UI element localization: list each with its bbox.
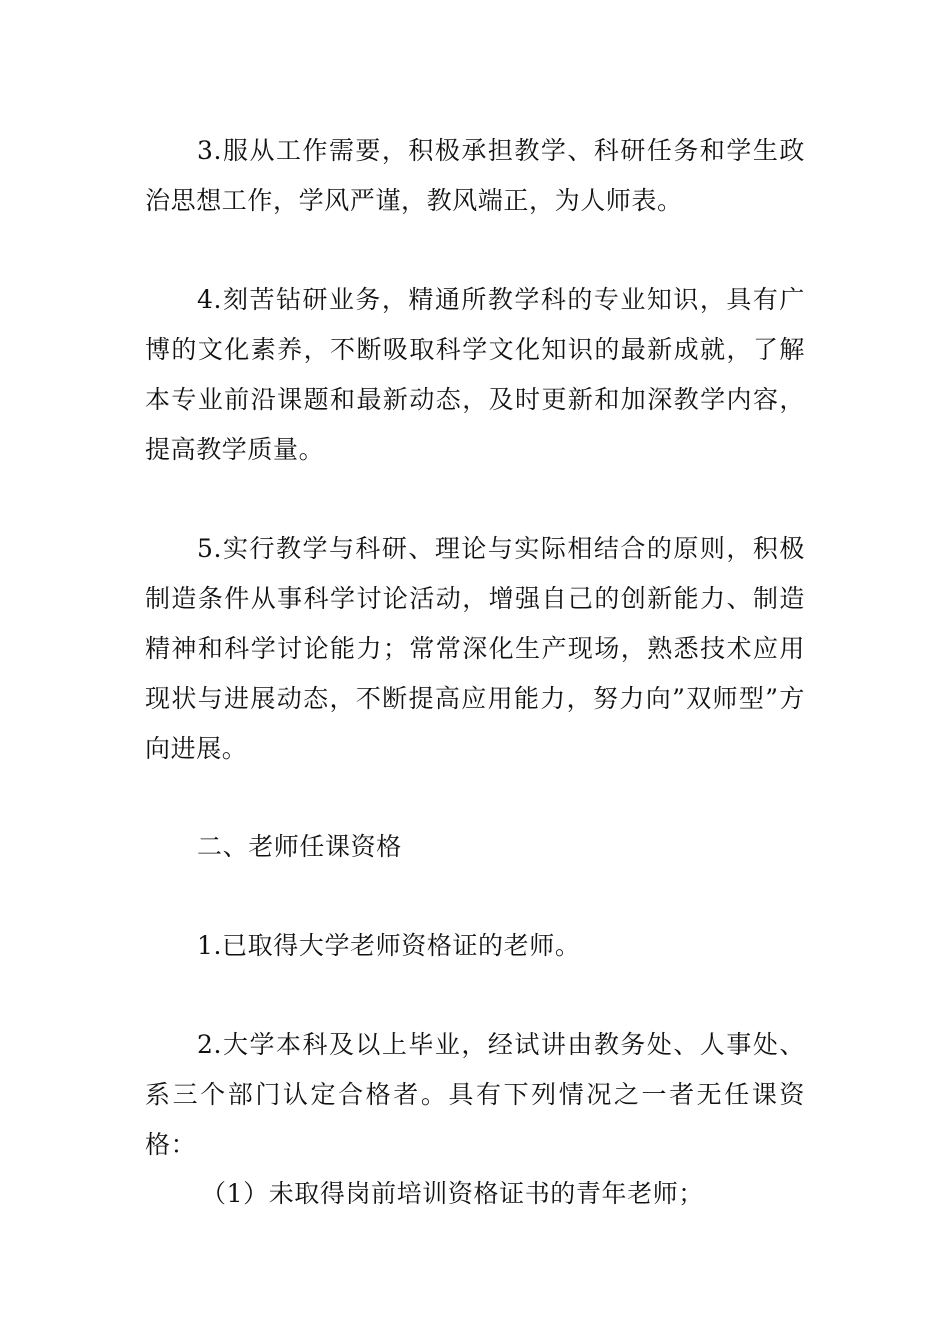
paragraph-qualification-2: 2.大学本科及以上毕业，经试讲由教务处、人事处、系三个部门认定合格者。具有下列情况之一者无任课资格： [145,1030,805,1159]
paragraph-duty-5: 5.实行教学与科研、理论与实际相结合的原则，积极制造条件从事科学讨论活动，增强自己的创新能力、制造精神和科学讨论能力；常常深化生产现场，熟悉技术应用现状与进展动态，不断提高应用能力，努力向”双师型”方向进展。 [145,534,805,763]
paragraph-duty-3: 3.服从工作需要，积极承担教学、科研任务和学生政治思想工作，学风严谨，教风端正，为人师表。 [145,136,805,215]
section-heading-teaching-qualification: 二、老师任课资格 [197,832,402,861]
paragraph-qualification-1: 1.已取得大学老师资格证的老师。 [197,931,581,960]
paragraph-disqualification-1: （1）未取得岗前培训资格证书的青年老师； [201,1179,704,1208]
paragraph-duty-4: 4.刻苦钻研业务，精通所教学科的专业知识，具有广博的文化素养，不断吸取科学文化知识的最新成就，了解本专业前沿课题和最新动态，及时更新和加深教学内容，提高教学质量。 [145,285,805,464]
